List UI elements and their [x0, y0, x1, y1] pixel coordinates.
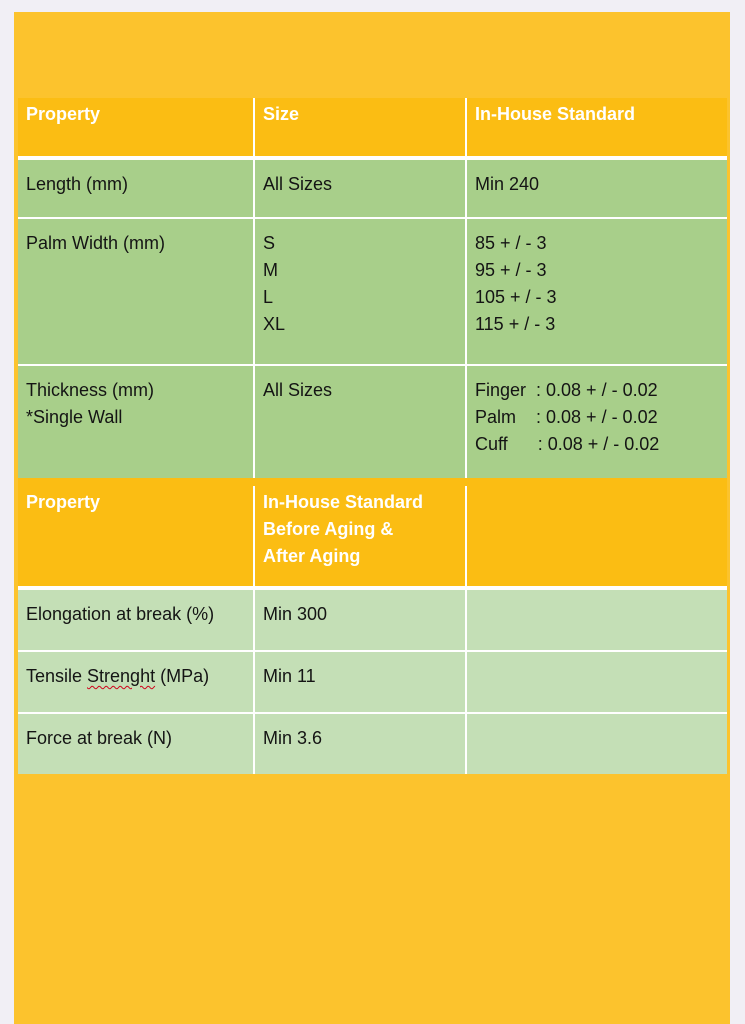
cell-size: All Sizes	[255, 160, 467, 217]
cell-property	[18, 652, 255, 712]
spec-table	[18, 98, 727, 774]
cell-property: Force at break (N)	[18, 714, 255, 774]
table-row	[18, 712, 727, 774]
table-row	[18, 586, 727, 650]
cell-property: Elongation at break (%)	[18, 590, 255, 650]
cell-property-post: (MPa)	[155, 666, 210, 686]
header-property: Property	[18, 98, 255, 156]
header-property-2: Property	[18, 486, 255, 586]
cell-standard: Min 300	[255, 590, 467, 650]
cell-extra	[467, 590, 727, 650]
table-row	[18, 156, 727, 217]
table-row	[18, 364, 727, 478]
header-size: Size	[255, 98, 467, 156]
cell-property: Length (mm)	[18, 160, 255, 217]
table-header-row-2	[18, 478, 727, 586]
cell-size: S M L XL	[255, 219, 467, 364]
table-row	[18, 650, 727, 712]
table-header-row	[18, 98, 727, 156]
cell-standard: Min 3.6	[255, 714, 467, 774]
cell-extra	[467, 714, 727, 774]
cell-standard: Min 11	[255, 652, 467, 712]
cell-size: All Sizes	[255, 366, 467, 478]
cell-property: Palm Width (mm)	[18, 219, 255, 364]
header-standard: In-House Standard	[475, 104, 636, 124]
cell-standard: Min 240	[475, 174, 540, 194]
header-empty	[467, 486, 727, 586]
header-aging-standard: In-House Standard Before Aging & After Aging	[255, 486, 467, 586]
cell-property: Thickness (mm) *Single Wall	[18, 366, 255, 478]
table-row	[18, 217, 727, 364]
misspelled-word: Strenght	[87, 666, 156, 686]
cell-standard: 85 + / - 3 95 + / - 3 105 + / - 3 115 + / - 3	[475, 233, 557, 334]
cell-standard: Finger : 0.08 + / - 0.02 Palm : 0.08 + / - 0.02 Cuff : 0.08 + / - 0.02	[475, 380, 660, 454]
cell-extra	[467, 652, 727, 712]
cell-property-pre: Tensile	[26, 666, 88, 686]
